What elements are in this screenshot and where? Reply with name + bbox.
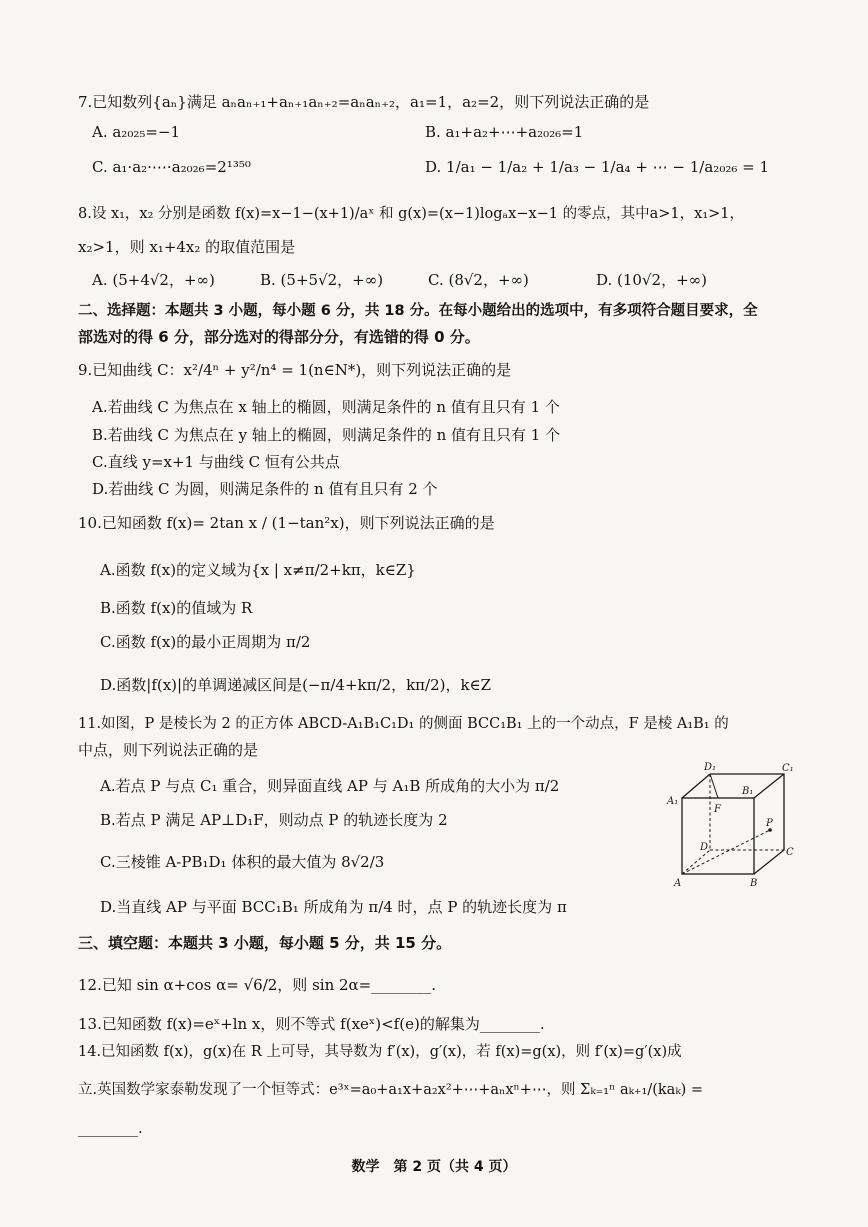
q12-stem: 12.已知 sin α+cos α= √6/2，则 sin 2α=________. [78,976,437,994]
q9-option-d: D.若曲线 C 为圆，则满足条件的 n 值有且只有 2 个 [92,480,438,498]
q14-line2: 立.英国数学家泰勒发现了一个恒等式：e³ˣ=a₀+a₁x+a₂x²+⋯+aₙxⁿ+⋯，则 Σₖ₌₁ⁿ aₖ₊₁/(kaₖ) = [78,1082,704,1098]
line-ap [682,830,770,874]
section3-heading: 三、填空题：本题共 3 小题，每小题 5 分，共 15 分。 [78,934,452,952]
page-footer: 数学 第 2 页（共 4 页） [351,1159,517,1175]
q11-stem-line2: 中点，则下列说法正确的是 [78,741,259,759]
q8-stem-line1: 8.设 x₁，x₂ 分别是函数 f(x)=x−1−(x+1)/aˣ 和 g(x)=(x−1)logₐx−x−1 的零点，其中a>1，x₁>1， [78,206,745,222]
q9-option-b: B.若曲线 C 为焦点在 y 轴上的椭圆，则满足条件的 n 值有且只有 1 个 [92,426,561,444]
section2-heading-line2: 部选对的得 6 分，部分选对的得部分分，有选错的得 0 分。 [78,328,480,346]
q10-option-d: D.函数|f(x)|的单调递减区间是(−π/4+kπ/2，kπ/2)，k∈Z [100,676,492,694]
q8-option-d: D. (10√2，+∞) [596,271,707,289]
q14-line1: 14.已知函数 f(x)，g(x)在 R 上可导，其导数为 f′(x)，g′(x)，若 f(x)=g(x)，则 f′(x)=g′(x)成 [78,1044,682,1060]
q8-option-a: A. (5+4√2，+∞) [92,271,215,289]
label-b1: B₁ [742,786,754,797]
label-c1: C₁ [782,763,794,774]
q8-stem-line2: x₂>1，则 x₁+4x₂ 的取值范围是 [78,238,296,256]
q10-stem: 10.已知函数 f(x)= 2tan x / (1−tan²x)，则下列说法正确的是 [78,514,495,532]
q13-stem: 13.已知函数 f(x)=eˣ+ln x，则不等式 f(xeˣ)<f(e)的解集为________. [78,1015,545,1033]
q9-stem: 9.已知曲线 C：x²/4ⁿ + y²/n⁴ = 1(n∈N*)，则下列说法正确的是 [78,361,512,379]
cube-figure [664,762,794,892]
label-c: C [786,847,794,858]
q7-option-b: B. a₁+a₂+⋯+a₂₀₂₆=1 [425,123,584,141]
q11-option-a: A.若点 P 与点 C₁ 重合，则异面直线 AP 与 A₁B 所成角的大小为 π/2 [100,777,560,795]
q11-stem-line1: 11.如图，P 是棱长为 2 的正方体 ABCD-A₁B₁C₁D₁ 的侧面 BCC₁B₁ 上的一个动点，F 是棱 A₁B₁ 的 [78,716,729,732]
section2-heading-line1: 二、选择题：本题共 3 小题，每小题 6 分，共 18 分。在每小题给出的选项中，有多项符合题目要求，全 [78,303,758,319]
q11-option-d: D.当直线 AP 与平面 BCC₁B₁ 所成角为 π/4 时，点 P 的轨迹长度为 π [100,898,567,916]
q8-option-c: C. (8√2，+∞) [428,271,529,289]
q11-option-c: C.三棱锥 A-PB₁D₁ 体积的最大值为 8√2/3 [100,853,385,871]
q7-option-c: C. a₁·a₂·⋯·a₂₀₂₆=2¹³⁵⁰ [92,158,251,176]
q9-option-c: C.直线 y=x+1 与曲线 C 恒有公共点 [92,453,340,471]
label-f: F [714,804,721,815]
label-a1: A₁ [667,796,679,807]
q10-option-b: B.函数 f(x)的值域为 R [100,599,253,617]
label-p: P [766,818,773,829]
line-d1f [710,774,718,798]
q10-option-a: A.函数 f(x)的定义域为{x | x≠π/2+kπ，k∈Z} [100,561,416,579]
cube-hidden-edge-ad [682,850,710,874]
label-d: D [700,842,709,853]
label-d1: D₁ [704,762,717,773]
q9-option-a: A.若曲线 C 为焦点在 x 轴上的椭圆，则满足条件的 n 值有且只有 1 个 [92,398,560,416]
cube-edge-a1d1 [682,774,710,798]
q7-option-a: A. a₂₀₂₅=−1 [92,123,181,141]
q8-option-b: B. (5+5√2，+∞) [260,271,384,289]
cube-edge-b1c1 [754,774,784,798]
label-a: A [674,878,682,889]
q14-line3: ________. [78,1119,143,1137]
q7-option-d: D. 1/a₁ − 1/a₂ + 1/a₃ − 1/a₄ + ⋯ − 1/a₂₀₂₆ = 1 [425,158,770,176]
label-b: B [750,878,758,889]
q7-stem: 7.已知数列{aₙ}满足 aₙaₙ₊₁+aₙ₊₁aₙ₊₂=aₙaₙ₊₂，a₁=1，a₂=2，则下列说法正确的是 [78,93,650,111]
q11-option-b: B.若点 P 满足 AP⊥D₁F，则动点 P 的轨迹长度为 2 [100,811,448,829]
q10-option-c: C.函数 f(x)的最小正周期为 π/2 [100,633,311,651]
